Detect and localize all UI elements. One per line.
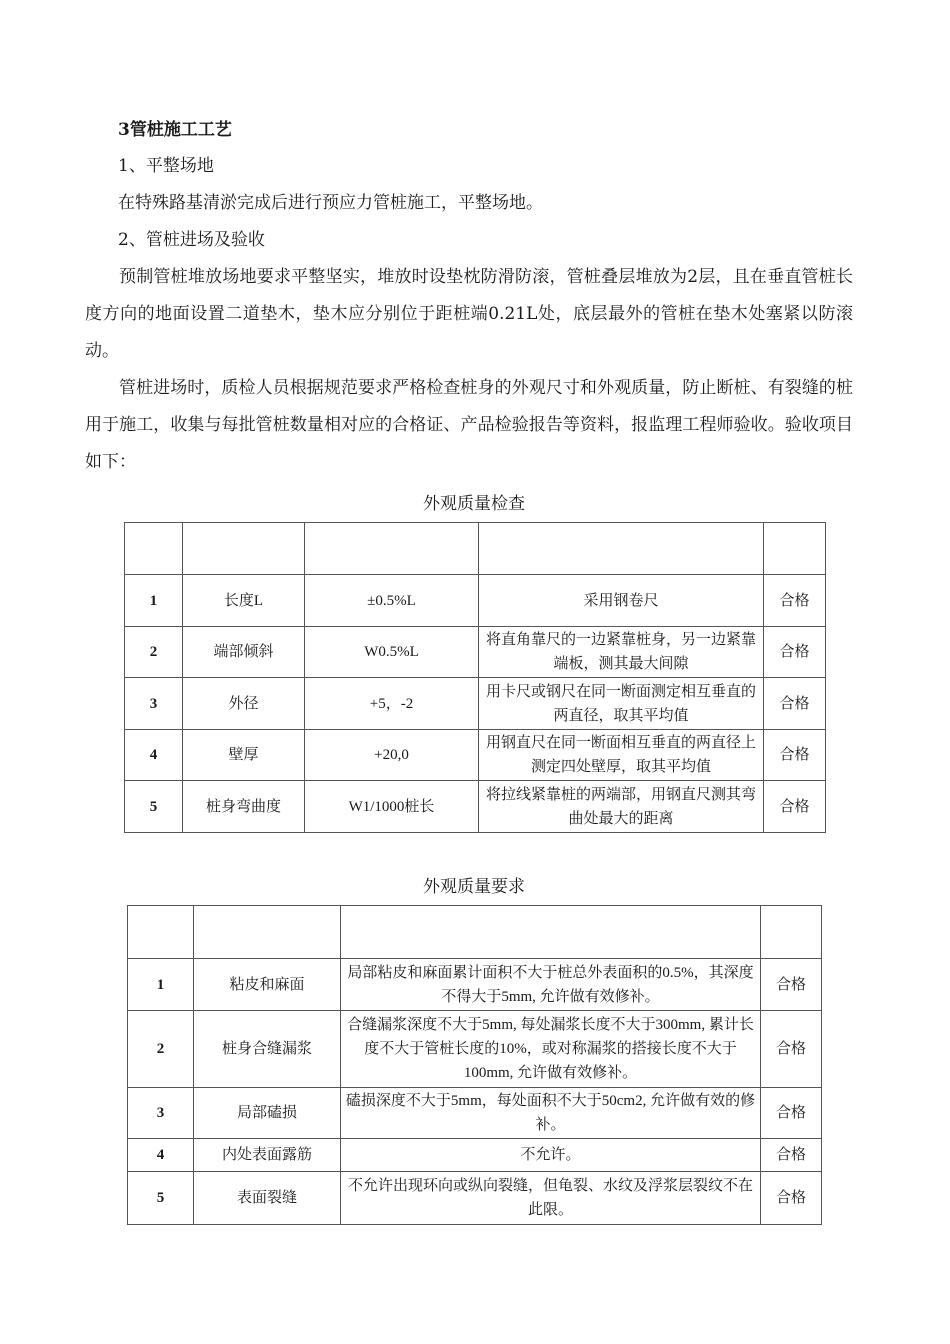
method-cell: 用卡尺或钢尺在同一断面测定相互垂直的两直径，取其平均值 bbox=[479, 678, 764, 730]
table-row bbox=[128, 1172, 822, 1225]
tolerance-cell: +5，-2 bbox=[305, 678, 479, 730]
result-cell: 合格 bbox=[761, 959, 822, 1011]
row-number: 3 bbox=[128, 1088, 194, 1139]
result-cell: 合格 bbox=[764, 781, 826, 833]
tolerance-cell: W1/1000桩长 bbox=[305, 781, 479, 833]
storage-paragraph: 预制管桩堆放场地要求平整坚实，堆放时设垫枕防滑防滚，管桩叠层堆放为2层，且在垂直管桩长度方向的地面设置二道垫木，垫木应分别位于距桩端0.21L处，底层最外的管桩在垫木处塞紧以防滚动。 bbox=[85, 267, 853, 361]
result-cell: 合格 bbox=[764, 575, 826, 627]
step1-title: 1、平整场地 bbox=[118, 156, 214, 176]
table-row bbox=[128, 959, 822, 1011]
table-header-row bbox=[128, 906, 822, 959]
table-row bbox=[128, 1011, 822, 1088]
row-number: 5 bbox=[125, 781, 183, 833]
row-number: 2 bbox=[128, 1011, 194, 1088]
table1-caption: 外观质量检查 bbox=[423, 494, 525, 514]
result-cell: 合格 bbox=[764, 730, 826, 781]
result-cell: 合格 bbox=[764, 678, 826, 730]
method-cell: 将直角靠尺的一边紧靠桩身，另一边紧靠端板，测其最大间隙 bbox=[479, 627, 764, 678]
item-cell: 粘皮和麻面 bbox=[194, 959, 341, 1011]
header-cell bbox=[479, 523, 764, 575]
table2-caption: 外观质量要求 bbox=[423, 877, 525, 897]
row-number: 1 bbox=[128, 959, 194, 1011]
item-cell: 表面裂缝 bbox=[194, 1172, 341, 1225]
result-cell: 合格 bbox=[764, 627, 826, 678]
requirement-cell: 合缝漏浆深度不大于5mm, 每处漏浆长度不大于300mm, 累计长度不大于管桩长度的10%，或对称漏浆的搭接长度不大于100mm, 允许做有效修补。 bbox=[341, 1011, 761, 1088]
method-cell: 将拉线紧靠桩的两端部，用钢直尺测其弯曲处最大的距离 bbox=[479, 781, 764, 833]
header-cell bbox=[764, 523, 826, 575]
item-cell: 桩身合缝漏浆 bbox=[194, 1011, 341, 1088]
row-number: 4 bbox=[128, 1139, 194, 1172]
row-number: 3 bbox=[125, 678, 183, 730]
table-row bbox=[128, 1088, 822, 1139]
table-row bbox=[125, 730, 826, 781]
header-cell bbox=[125, 523, 183, 575]
tolerance-cell: ±0.5%L bbox=[305, 575, 479, 627]
item-cell: 局部磕损 bbox=[194, 1088, 341, 1139]
item-cell: 内处表面露筋 bbox=[194, 1139, 341, 1172]
table-row bbox=[128, 1139, 822, 1172]
header-cell bbox=[305, 523, 479, 575]
requirement-cell: 不允许出现环向或纵向裂缝，但龟裂、水纹及浮浆层裂纹不在此限。 bbox=[341, 1172, 761, 1225]
item-cell: 桩身弯曲度 bbox=[183, 781, 305, 833]
result-cell: 合格 bbox=[761, 1139, 822, 1172]
header-cell bbox=[183, 523, 305, 575]
result-cell: 合格 bbox=[761, 1011, 822, 1088]
table-row bbox=[125, 575, 826, 627]
row-number: 5 bbox=[128, 1172, 194, 1225]
tolerance-cell: W0.5%L bbox=[305, 627, 479, 678]
section-title: 3管桩施工工艺 bbox=[118, 120, 232, 140]
tolerance-cell: +20,0 bbox=[305, 730, 479, 781]
item-cell: 长度L bbox=[183, 575, 305, 627]
appearance-requirement-table bbox=[127, 905, 822, 1225]
row-number: 1 bbox=[125, 575, 183, 627]
requirement-cell: 磕损深度不大于5mm，每处面积不大于50cm2, 允许做有效的修补。 bbox=[341, 1088, 761, 1139]
method-cell: 采用钢卷尺 bbox=[479, 575, 764, 627]
result-cell: 合格 bbox=[761, 1172, 822, 1225]
requirement-cell: 局部粘皮和麻面累计面积不大于桩总外表面积的0.5%，其深度不得大于5mm, 允许做有效修补。 bbox=[341, 959, 761, 1011]
item-cell: 端部倾斜 bbox=[183, 627, 305, 678]
table-row bbox=[125, 678, 826, 730]
row-number: 2 bbox=[125, 627, 183, 678]
step1-text: 在特殊路基清淤完成后进行预应力管桩施工，平整场地。 bbox=[118, 193, 543, 213]
method-cell: 用钢直尺在同一断面相互垂直的两直径上测定四处壁厚，取其平均值 bbox=[479, 730, 764, 781]
table-row bbox=[125, 781, 826, 833]
row-number: 4 bbox=[125, 730, 183, 781]
appearance-check-table bbox=[124, 522, 826, 833]
inspection-paragraph: 管桩进场时，质检人员根据规范要求严格检查桩身的外观尺寸和外观质量，防止断桩、有裂缝的桩用于施工，收集与每批管桩数量相对应的合格证、产品检验报告等资料，报监理工程师验收。验收项目如下： bbox=[85, 378, 853, 472]
table-header-row bbox=[125, 523, 826, 575]
item-cell: 外径 bbox=[183, 678, 305, 730]
requirement-cell: 不允许。 bbox=[341, 1139, 761, 1172]
header-cell bbox=[761, 906, 822, 959]
table-row bbox=[125, 627, 826, 678]
header-cell bbox=[194, 906, 341, 959]
header-cell bbox=[341, 906, 761, 959]
result-cell: 合格 bbox=[761, 1088, 822, 1139]
step2-title: 2、管桩进场及验收 bbox=[118, 230, 265, 250]
item-cell: 壁厚 bbox=[183, 730, 305, 781]
header-cell bbox=[128, 906, 194, 959]
